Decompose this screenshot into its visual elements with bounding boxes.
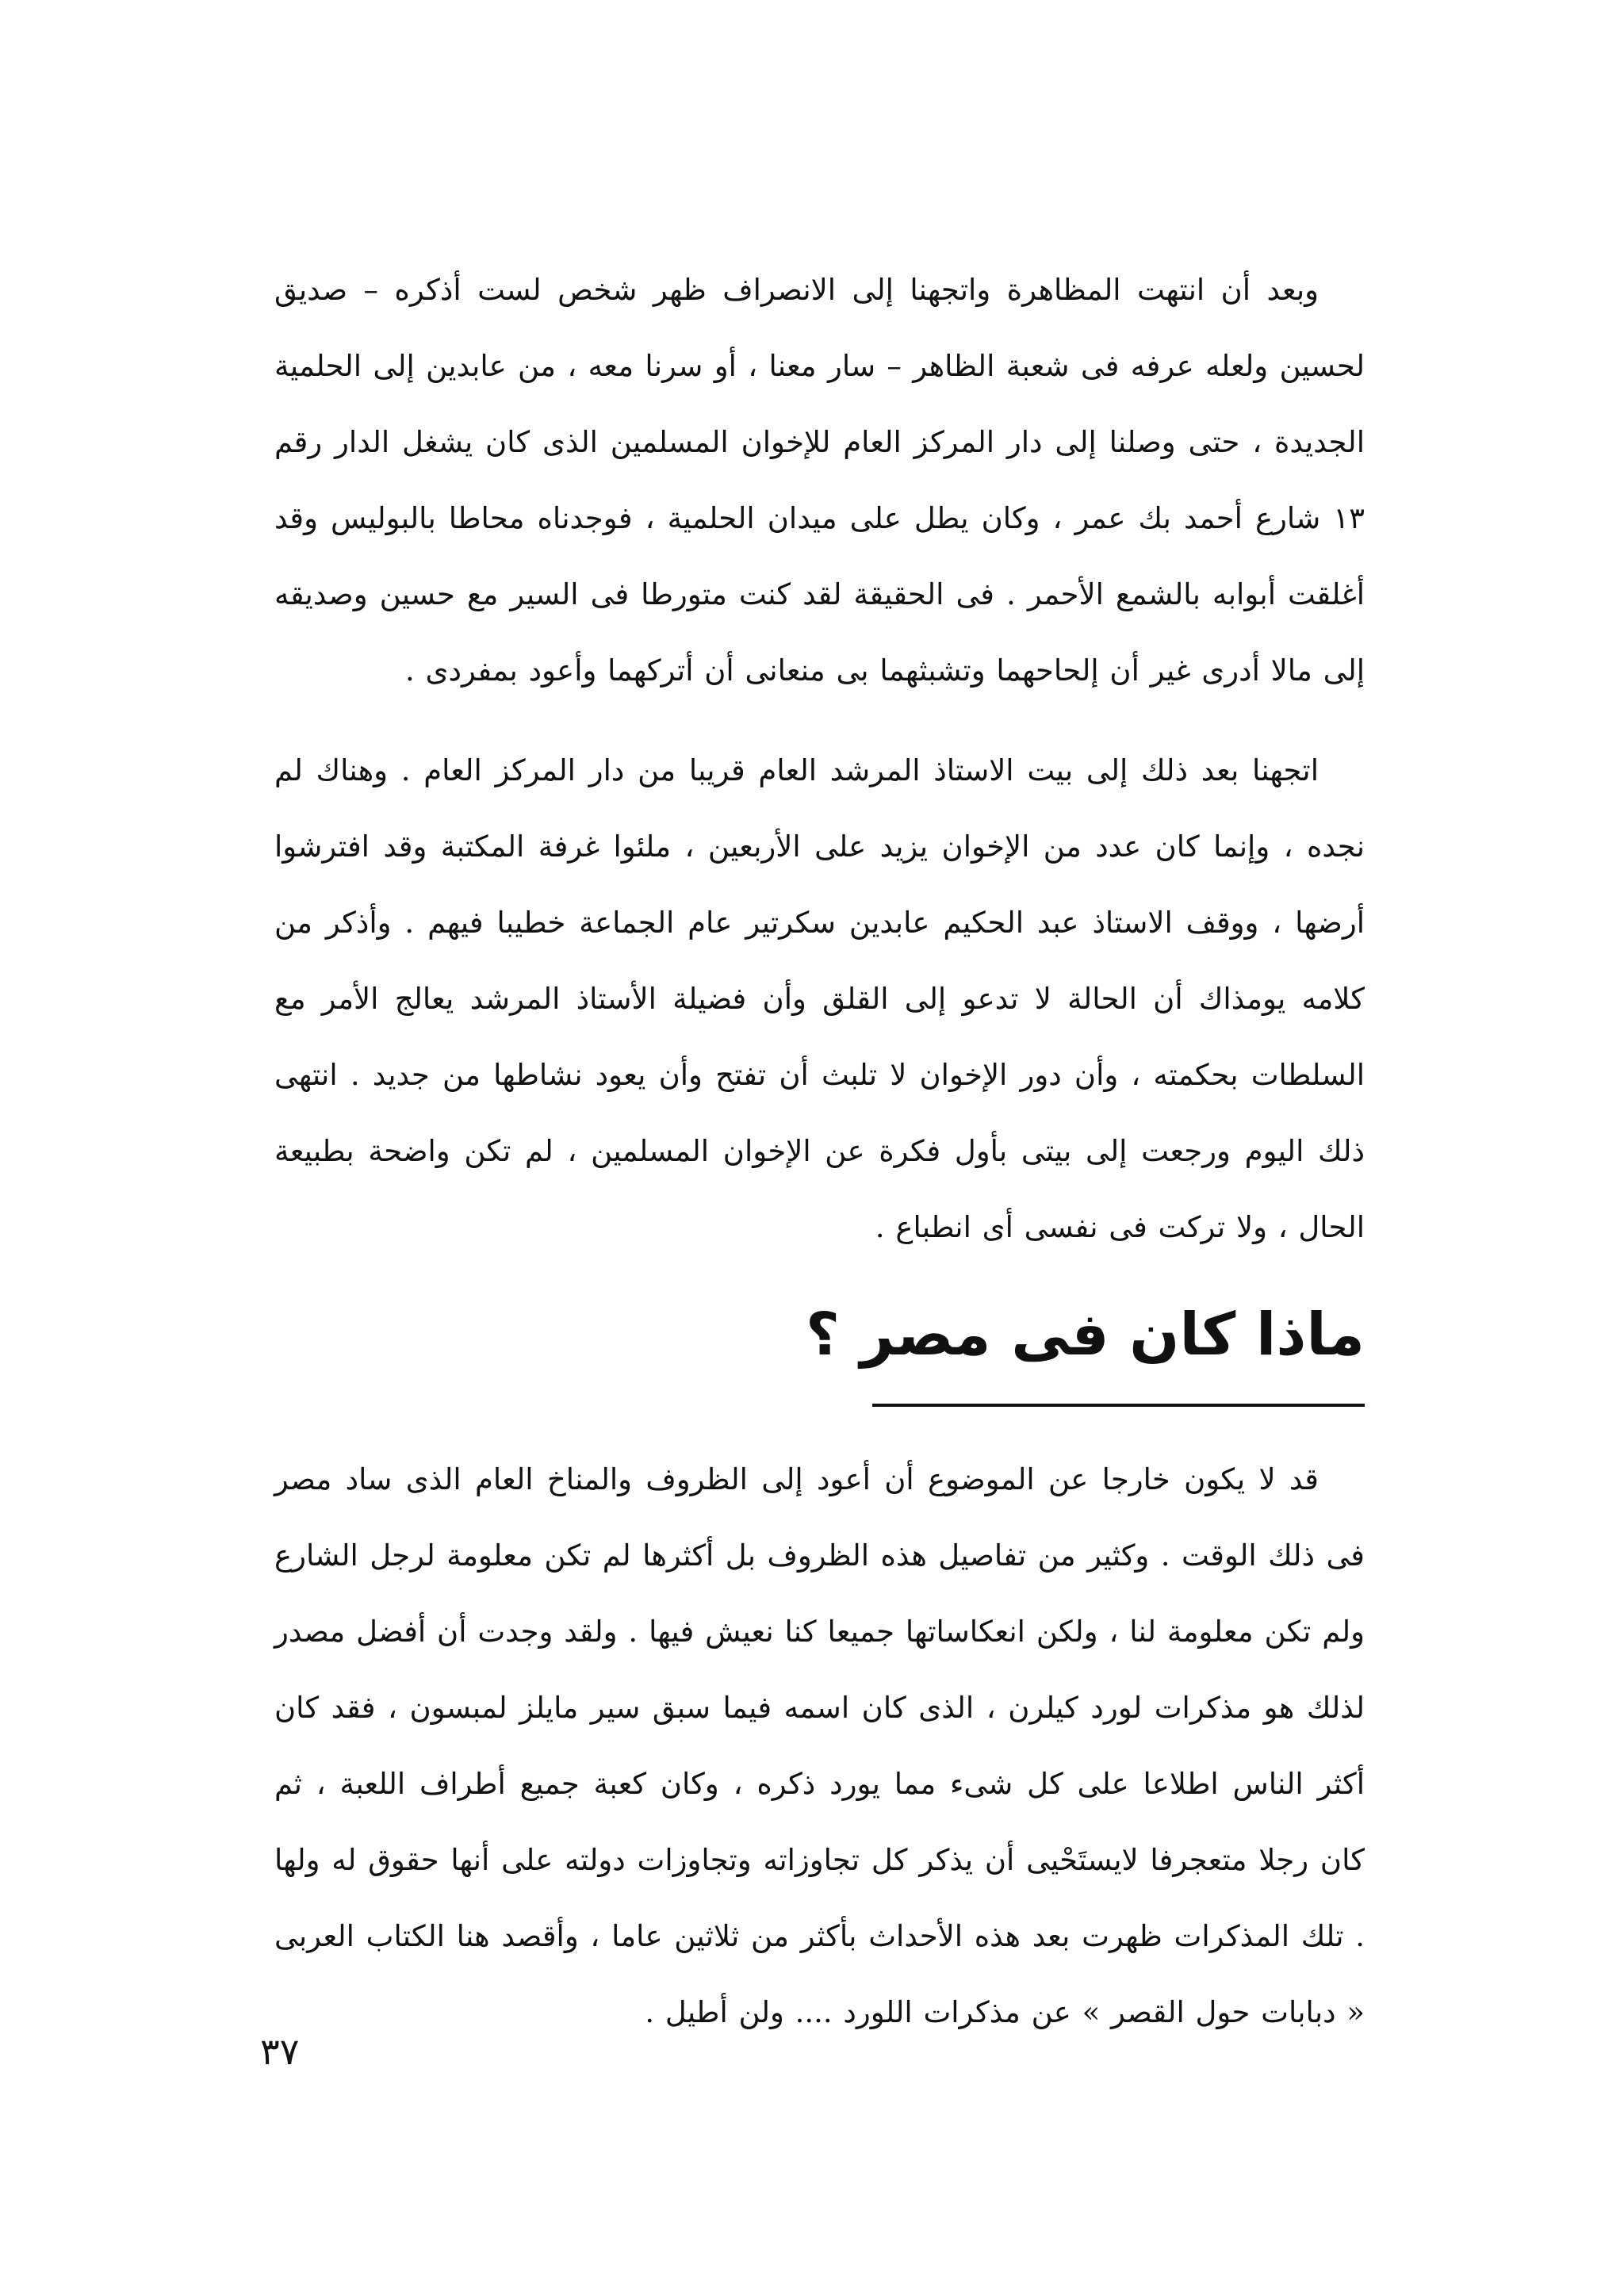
section-heading: ماذا كان فى مصر ؟ — [806, 1301, 1365, 1369]
paragraph-2-text: اتجهنا بعد ذلك إلى بيت الاستاذ المرشد العام قريبا من دار المركز العام . وهناك لم نجده ، وإنما كان عدد من الإخوان يزيد على الأربعين ، ملئوا غرفة المكتبة وقد افترشوا أرضها ، ووقف الاستاذ عبد الحكيم عابدين سكرتير عام الجماعة خطيبا فيهم . وأذكر من كلامه يومذاك أن الحالة لا تدعو إلى القلق وأن فضيلة الأستاذ المرشد يعالج الأمر مع السلطات بحكمته ، وأن دور الإخوان لا تلبث أن تفتح وأن يعود نشاطها من جديد . انتهى ذلك اليوم ورجعت إلى بيتى بأول فكرة عن الإخوان المسلمين ، لم تكن واضحة بطبيعة الحال ، ولا تركت فى نفسى أى انطباع . — [274, 753, 1365, 1244]
paragraph-1 — [274, 252, 1365, 709]
paragraph-1-text: وبعد أن انتهت المظاهرة واتجهنا إلى الانصراف ظهر شخص لست أذكره – صديق لحسين ولعله عرفه فى شعبة الظاهر – سار معنا ، أو سرنا معه ، من عابدين إلى الحلمية الجديدة ، حتى وصلنا إلى دار المركز العام للإخوان المسلمين الذى كان يشغل الدار رقم ١٣ شارع أحمد بك عمر ، وكان يطل على ميدان الحلمية ، فوجدناه محاطا بالبوليس وقد أغلقت أبوابه بالشمع الأحمر . فى الحقيقة لقد كنت متورطا فى السير مع حسين وصديقه إلى مالا أدرى غير أن إلحاحهما وتشبثهما بى منعانى أن أتركهما وأعود بمفردى . — [274, 273, 1365, 688]
heading-underline — [872, 1404, 1365, 1407]
paragraph-2 — [274, 733, 1365, 1266]
page-number: ٣٧ — [260, 2030, 300, 2073]
paragraph-3-text: قد لا يكون خارجا عن الموضوع أن أعود إلى الظروف والمناخ العام الذى ساد مصر فى ذلك الوقت . وكثير من تفاصيل هذه الظروف بل أكثرها لم تكن معلومة لرجل الشارع ولم تكن معلومة لنا ، ولكن انعكاساتها جميعا كنا نعيش فيها . ولقد وجدت أن أفضل مصدر لذلك هو مذكرات لورد كيلرن ، الذى كان اسمه فيما سبق سير مايلز لمبسون ، فقد كان أكثر الناس اطلاعا على كل شىء مما يورد ذكره ، وكان كعبة جميع أطراف اللعبة ، ثم كان رجلا متعجرفا لايستَحْيى أن يذكر كل تجاوزاته وتجاوزات دولته على أنها حقوق له ولها . تلك المذكرات ظهرت بعد هذه الأحداث بأكثر من ثلاثين عاما ، وأقصد هنا الكتاب العربى « دبابات حول القصر » عن مذكرات اللورد .... ولن أطيل . — [274, 1462, 1365, 2029]
paragraph-3 — [274, 1442, 1365, 2051]
